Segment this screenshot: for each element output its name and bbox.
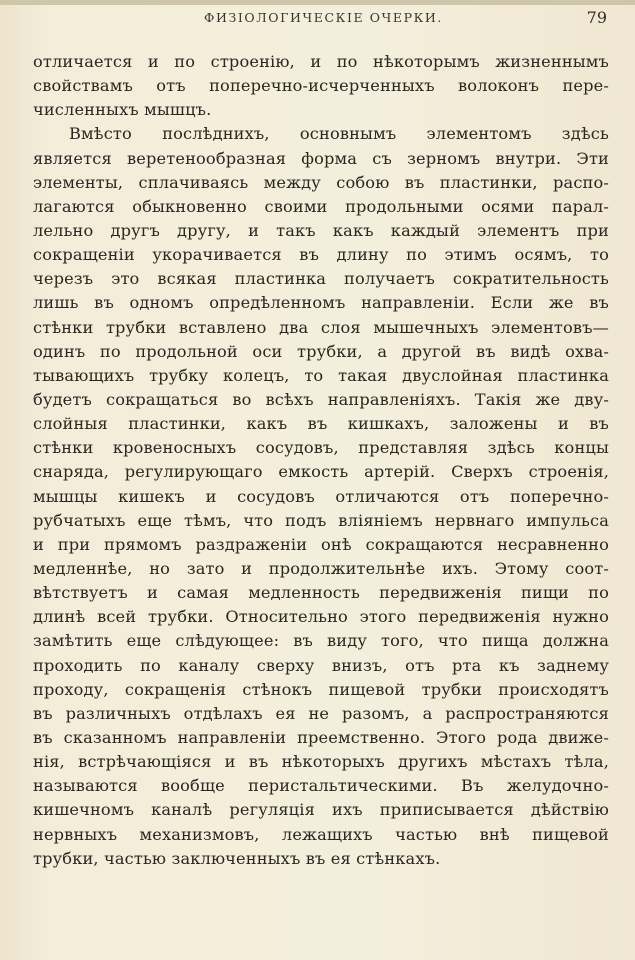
text-line: стѣнки трубки вставлено два слоя мышечныхъ элементовъ— (33, 317, 609, 337)
text-line: слойныя пластинки, какъ въ кишкахъ, заложены и въ (33, 414, 609, 434)
body-text (33, 50, 609, 871)
text-line: лишь въ одномъ опредѣленномъ направленіи. Если же въ (33, 293, 609, 313)
text-line: нервныхъ механизмовъ, лежащихъ частью внѣ пищевой (33, 824, 609, 844)
text-line: является веретенообразная форма съ зерномъ внутри. Эти (33, 148, 609, 168)
text-line: проходить по каналу сверху внизъ, отъ рта къ заднему (33, 655, 609, 675)
text-line: въ сказанномъ направленіи преемственно. Этого рода движе- (33, 727, 609, 747)
text-line: въ различныхъ отдѣлахъ ея не разомъ, а распространяются (33, 703, 609, 723)
page-top-edge (0, 0, 635, 5)
text-line: лагаются обыкновенно своими продольными осями парал- (33, 196, 609, 216)
text-line: отличается и по строенію, и по нѣкоторымъ жизненнымъ (33, 52, 609, 71)
text-line: рубчатыхъ еще тѣмъ, что подъ вліяніемъ нервнаго импульса (33, 510, 609, 530)
page-number: 79 (586, 8, 607, 27)
text-line: лельно другъ другу, и такъ какъ каждый элементъ при (33, 220, 609, 240)
text-line: сокращеніи укорачивается въ длину по этимъ осямъ, то (33, 245, 609, 265)
text-line: медленнѣе, но зато и продолжительнѣе ихъ. Этому соот- (33, 558, 609, 578)
text-line: трубки, частью заключенныхъ въ ея стѣнкахъ. (33, 848, 441, 868)
text-line: численныхъ мышцъ. (33, 100, 212, 120)
text-line: вѣтствуетъ и самая медленность передвиженія пищи по (33, 583, 609, 603)
text-line: называются вообще перистальтическими. Въ желудочно- (33, 776, 609, 796)
text-line: снаряда, регулирующаго емкость артерій. Сверхъ строенія, (33, 462, 609, 482)
text-line: замѣтить еще слѣдующее: въ виду того, что пища должна (33, 631, 609, 651)
text-line: одинъ по продольной оси трубки, а другой въ видѣ охва- (33, 341, 609, 361)
running-title: ФИЗІОЛОГИЧЕСКІЕ ОЧЕРКИ. (204, 10, 443, 25)
text-line: мышцы кишекъ и сосудовъ отличаются отъ поперечно- (33, 486, 609, 506)
text-line: Вмѣсто послѣднихъ, основнымъ элементомъ здѣсь (69, 124, 609, 144)
text-line: проходу, сокращенія стѣнокъ пищевой трубки происходятъ (33, 679, 609, 699)
text-line: элементы, сплачиваясь между собою въ пластинки, распо- (33, 172, 609, 192)
text-line: тывающихъ трубку колецъ, то такая двуслойная пластинка (33, 365, 609, 385)
page-header (40, 10, 607, 30)
text-line: нія, встрѣчающіяся и въ нѣкоторыхъ другихъ мѣстахъ тѣла, (33, 752, 609, 772)
text-line: и при прямомъ раздраженіи онѣ сокращаются несравненно (33, 534, 609, 554)
text-line: черезъ это всякая пластинка получаетъ сократительность (33, 269, 609, 289)
text-line: длинѣ всей трубки. Относительно этого передвиженія нужно (33, 607, 609, 627)
text-line: кишечномъ каналѣ регуляція ихъ приписывается дѣйствію (33, 800, 609, 820)
text-line: свойствамъ отъ поперечно-исчерченныхъ волоконъ пере- (33, 76, 609, 96)
text-line: будетъ сокращаться во всѣхъ направленіяхъ. Такія же дву- (33, 389, 609, 409)
text-line: стѣнки кровеносныхъ сосудовъ, представляя здѣсь концы (33, 438, 609, 458)
